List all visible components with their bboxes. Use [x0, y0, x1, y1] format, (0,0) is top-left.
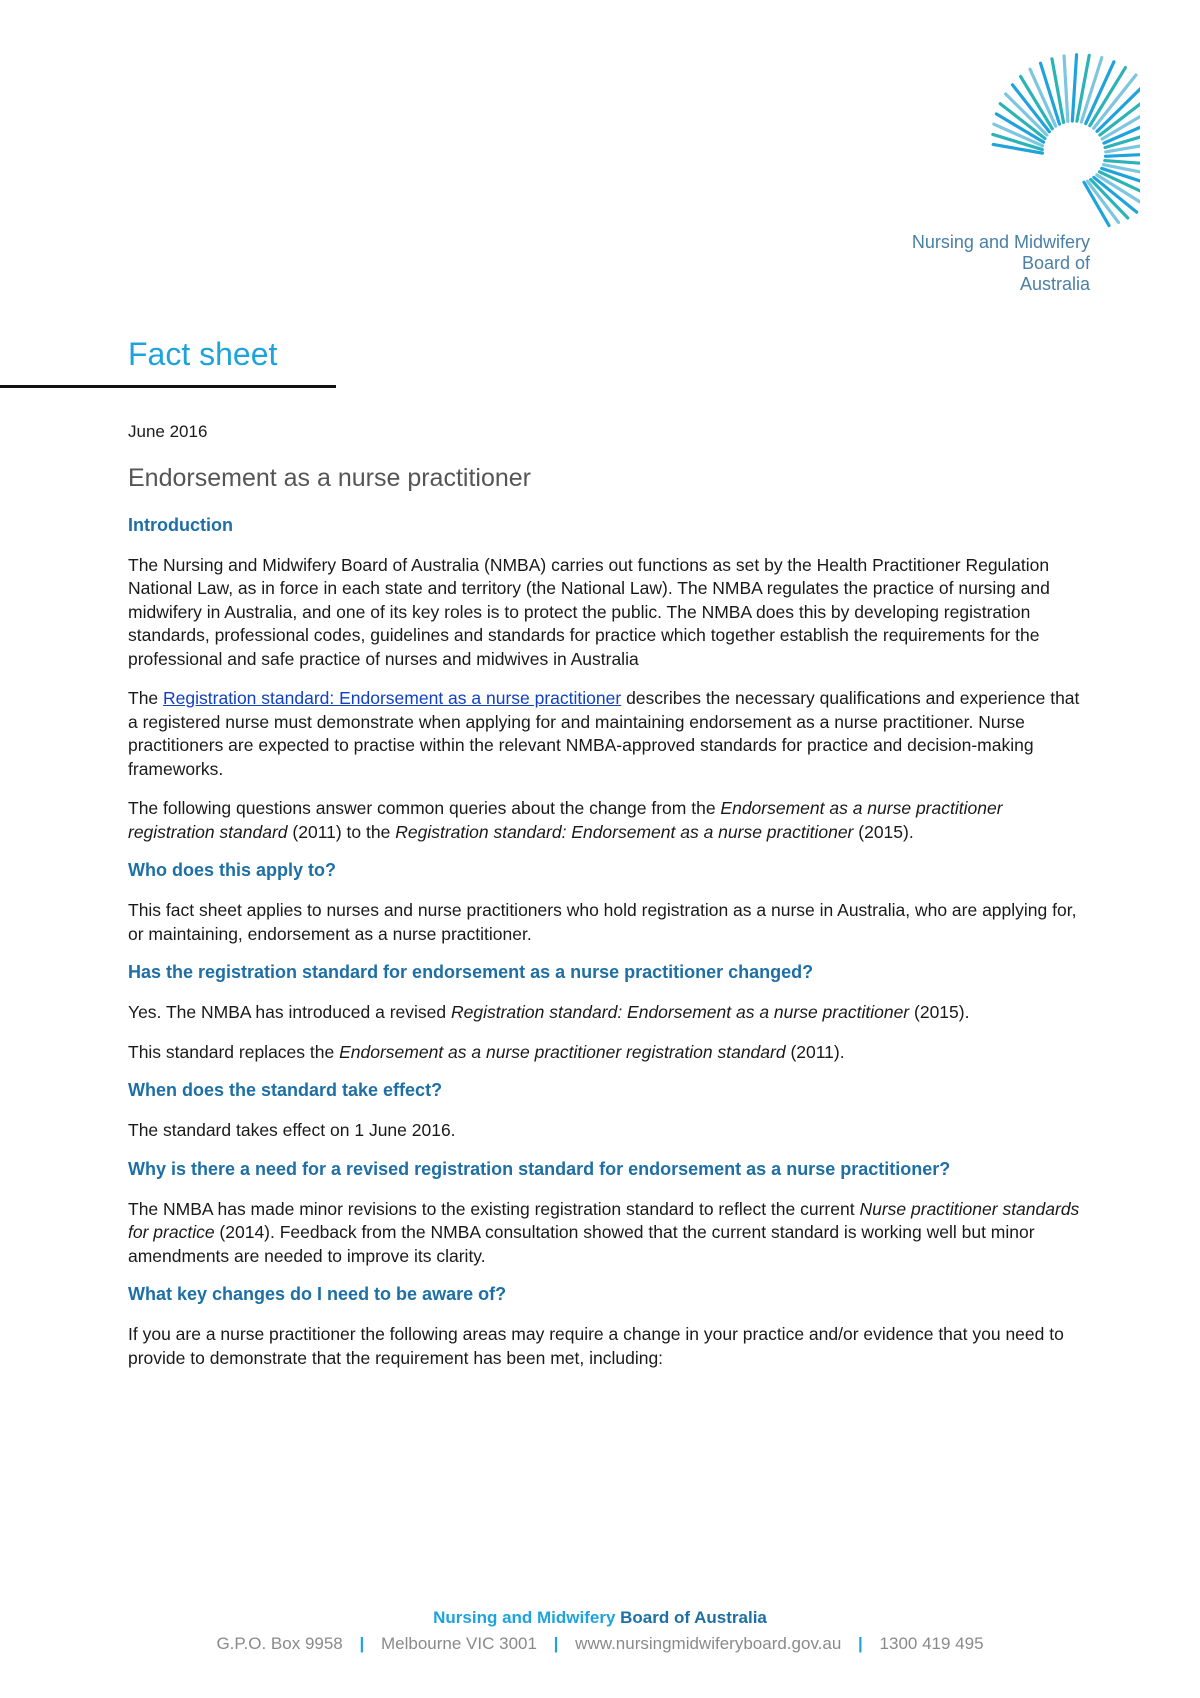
- intro-paragraph-2: [128, 687, 1088, 781]
- footer-org-accent: Nursing and Midwifery: [433, 1608, 616, 1627]
- title-divider: [0, 385, 336, 388]
- logo-line-2: Board of: [1021, 253, 1090, 273]
- q2-p2-b: Endorsement as a nurse practitioner registration standard: [339, 1041, 786, 1062]
- q2-p2-a: This standard replaces the: [128, 1041, 340, 1062]
- q4-p-a: The NMBA has made minor revisions to the existing registration standard to reflect the current: [128, 1198, 860, 1219]
- footer-address: G.P.O. Box 9958: [216, 1634, 343, 1653]
- footer-city: Melbourne VIC 3001: [381, 1634, 537, 1653]
- heading-key-changes: What key changes do I need to be aware of?: [128, 1284, 507, 1304]
- intro-p3-e: (2015).: [853, 821, 914, 842]
- intro-paragraph-1: The Nursing and Midwifery Board of Australia (NMBA) carries out functions as set by the Health Practitioner Regulation National Law, as in force in each state and territory (the National Law). The NMBA regulates the practice of nursing and midwifery in Australia, and one of its key roles is to protect the public. The NMBA does this by developing registration standards, professional codes, guidelines and standards for practice which together establish the requirements for the professional and safe practice of nurses and midwives in Australia: [128, 554, 1050, 669]
- registration-standard-link[interactable]: Registration standard: Endorsement as a nurse practitioner: [163, 688, 622, 708]
- heading-who-applies: Who does this apply to?: [128, 860, 336, 880]
- logo-ray: [1064, 56, 1068, 121]
- logo-text: [912, 232, 1090, 295]
- q2-p1-b: Registration standard: Endorsement as a nurse practitioner: [450, 1002, 910, 1022]
- take-effect-paragraph: The standard takes effect on 1 June 2016.: [128, 1120, 456, 1140]
- footer-separator: |: [553, 1634, 559, 1653]
- intro-p3-d: Registration standard: Endorsement as a nurse practitioner: [395, 821, 854, 842]
- logo-line-1: Nursing and Midwifery: [911, 232, 1090, 252]
- q2-p1-c: (2015).: [909, 1002, 970, 1022]
- q4-p-c: (2014). Feedback from the NMBA consultation showed that the current standard is working well but minor amendments are needed to improve its clarity.: [128, 1222, 1035, 1266]
- intro-p3-b: Endorsement as a nurse practitioner registration standard: [128, 798, 1003, 842]
- q2-p2-c: (2011).: [785, 1041, 845, 1062]
- document-title: Endorsement as a nurse practitioner: [128, 463, 531, 492]
- footer-org-rest: Board of Australia: [615, 1608, 767, 1627]
- who-applies-paragraph: This fact sheet applies to nurses and nurse practitioners who hold registration as a nurse in Australia, who are applying for, or maintaining, endorsement as a nurse practitioner.: [128, 900, 1077, 944]
- intro-p2-prefix: The: [128, 688, 164, 708]
- logo-ray: [1105, 129, 1140, 148]
- heading-why-revised: Why is there a need for a revised registration standard for endorsement as a nurse practitioner?: [128, 1158, 951, 1179]
- heading-introduction: Introduction: [128, 514, 233, 535]
- q4-p-b: Nurse practitioner standards for practice: [128, 1198, 1080, 1242]
- why-revised-paragraph: [128, 1198, 1088, 1269]
- logo-ray: [1077, 55, 1089, 121]
- key-changes-paragraph: If you are a nurse practitioner the following areas may require a change in your practice and/or evidence that you need to provide to demonstrate that the requirement has been met, including:: [128, 1324, 1064, 1368]
- publication-date: June 2016: [128, 422, 208, 441]
- logo-ray: [1052, 59, 1064, 123]
- footer-organisation: [0, 1608, 1200, 1628]
- page-title: Fact sheet: [128, 336, 278, 372]
- page-footer: [0, 1608, 1200, 1654]
- footer-website-link[interactable]: www.nursingmidwiferyboard.gov.au: [575, 1634, 842, 1653]
- intro-p3-a: The following questions answer common queries about the change from the: [128, 798, 721, 818]
- logo-ray: [1072, 55, 1076, 121]
- footer-separator: |: [858, 1634, 863, 1653]
- nmba-logo: [880, 40, 1140, 294]
- standard-changed-paragraph-1: [128, 1001, 1088, 1025]
- standard-changed-paragraph-2: [128, 1041, 1088, 1065]
- footer-separator: |: [359, 1634, 365, 1653]
- logo-ray: [1106, 153, 1140, 156]
- heading-take-effect: When does the standard take effect?: [128, 1080, 443, 1100]
- heading-standard-changed: Has the registration standard for endorsement as a nurse practitioner changed?: [128, 962, 814, 982]
- intro-p2-suffix: describes the necessary qualifications and experience that a registered nurse must demonstrate when applying for and maintaining endorsement as a nurse practitioner. Nurse practitioners are expected to practise within the relevant NMBA-approved standards for practice and decision-making frameworks.: [128, 688, 1080, 779]
- intro-paragraph-3: [128, 797, 1088, 844]
- document-body: [128, 420, 1088, 1386]
- footer-phone: 1300 419 495: [879, 1634, 984, 1653]
- footer-contact-line: [0, 1634, 1200, 1654]
- q2-p1-a: Yes. The NMBA has introduced a revised: [128, 1002, 451, 1022]
- logo-line-3: Australia: [1019, 274, 1090, 294]
- fan-rays-logo-icon: [940, 40, 1140, 230]
- intro-p3-c: (2011) to the: [287, 821, 396, 842]
